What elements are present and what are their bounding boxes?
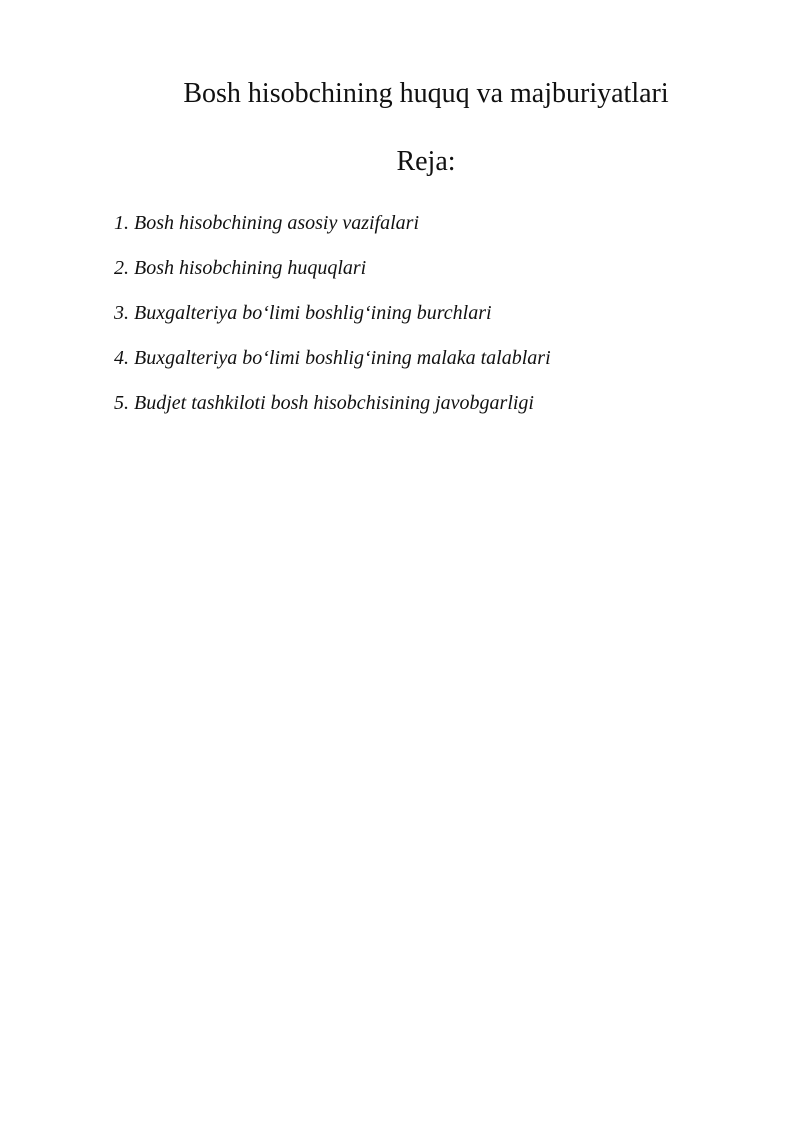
plan-item: 3. Buxgalteriya bo‘limi boshlig‘ining burchlari xyxy=(114,302,492,324)
document-title: Bosh hisobchining huquq va majburiyatlari xyxy=(183,78,669,109)
plan-item: 5. Budjet tashkiloti bosh hisobchisining javobgarligi xyxy=(114,392,534,414)
plan-item: 2. Bosh hisobchining huquqlari xyxy=(114,257,367,279)
plan-item: 1. Bosh hisobchining asosiy vazifalari xyxy=(114,212,419,234)
plan-list xyxy=(114,209,551,434)
plan-item: 4. Buxgalteriya bo‘limi boshlig‘ining malaka talablari xyxy=(114,347,551,369)
plan-heading: Reja: xyxy=(396,146,456,177)
